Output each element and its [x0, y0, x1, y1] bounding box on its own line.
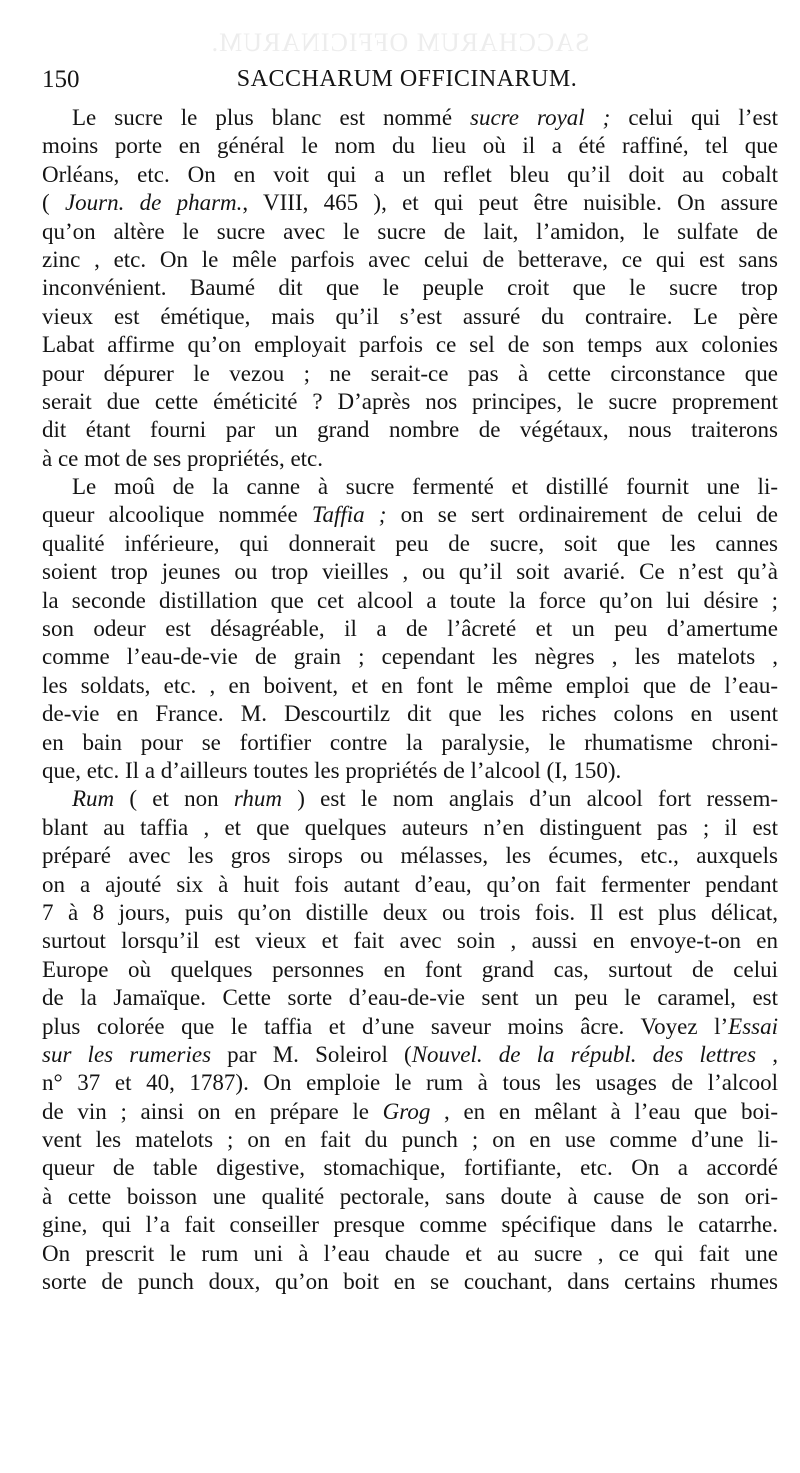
- text-run: ) est le nom anglais d’un alcool fort ressem-: [282, 786, 778, 812]
- text-line: [42, 303, 778, 331]
- text-line: [42, 445, 778, 473]
- text-run: , en en mêlant à l’eau que boi-: [430, 1098, 778, 1124]
- italic-text: Journ. de pharm.: [64, 190, 243, 216]
- text-run: serait due cette éméticité ? D’après nos principes, le sucre proprement: [42, 388, 778, 414]
- text-run: Europe où quelques personnes en font grand cas, surtout de celui: [42, 956, 778, 982]
- text-run: préparé avec les gros sirops ou mélasses, les écumes, etc., auxquels: [42, 843, 778, 869]
- text-line: [42, 672, 778, 700]
- italic-text: Rum: [72, 786, 115, 812]
- text-run: celui qui l’est: [610, 105, 778, 130]
- text-run: qu’on altère le sucre avec le sucre de lait, l’amidon, le sulfate de: [42, 218, 778, 244]
- text-run: blant au taffia , et que quelques auteurs n’en distinguent pas ; il est: [42, 814, 778, 840]
- text-run: comme l’eau-de-vie de grain ; cependant les nègres , les matelots ,: [42, 644, 778, 670]
- text-line: [42, 899, 778, 927]
- text-line: [42, 1154, 778, 1182]
- text-run: dit étant fourni par un grand nombre de végétaux, nous traiterons: [42, 417, 778, 443]
- text-line: [42, 814, 778, 842]
- text-line: [42, 388, 778, 416]
- text-run: gine, qui l’a fait conseiller presque comme spécifique dans le catarrhe.: [42, 1212, 778, 1238]
- text-run: à cette boisson une qualité pectorale, sans doute à cause de son ori-: [42, 1183, 778, 1209]
- text-line: [42, 1211, 778, 1239]
- text-line: [42, 189, 778, 217]
- text-run: vent les matelots ; on en fait du punch ; on en use comme d’une li-: [42, 1127, 778, 1153]
- text-run: queur de table digestive, stomachique, fortifiante, etc. On a accordé: [42, 1155, 778, 1181]
- text-run: son odeur est désagréable, il a de l’âcreté et un peu d’amertume: [42, 616, 778, 642]
- text-line: [42, 218, 778, 246]
- text-run: 7 à 8 jours, puis qu’on distille deux ou trois fois. Il est plus délicat,: [42, 899, 778, 925]
- text-run: vieux est émétique, mais qu’il s’est assuré du contraire. Le père: [42, 303, 778, 329]
- text-run: On prescrit le rum uni à l’eau chaude et au sucre , ce qui fait une: [42, 1240, 778, 1266]
- text-line: [42, 984, 778, 1012]
- text-run: , VIII, 465 ), et qui peut être nuisible. On assure: [242, 190, 778, 216]
- italic-text: Essai: [728, 1013, 778, 1039]
- text-line: [42, 558, 778, 586]
- text-run: de la Jamaïque. Cette sorte d’eau-de-vie sent un peu le caramel, est: [42, 985, 778, 1011]
- text-line: [42, 274, 778, 302]
- italic-text: sucre royal ;: [470, 105, 611, 130]
- italic-text: Grog: [382, 1098, 431, 1124]
- text-run: surtout lorsqu’il est vieux et fait avec soin , aussi en envoye-t-on en: [42, 928, 778, 954]
- text-run: inconvénient. Baumé dit que le peuple croit que le sucre trop: [42, 275, 778, 301]
- text-line: [42, 161, 778, 189]
- text-run: zinc , etc. On le mêle parfois avec celui de betterave, ce qui est sans: [42, 246, 778, 272]
- text-run: la seconde distillation que cet alcool a toute la force qu’on lui désire ;: [42, 587, 778, 613]
- text-line: [42, 246, 778, 274]
- text-line: [42, 331, 778, 359]
- text-line: [42, 1098, 778, 1126]
- text-run: pour dépurer le vezou ; ne serait-ce pas à cette circonstance que: [42, 360, 778, 386]
- body-text: [42, 104, 778, 1296]
- text-run: Orléans, etc. On en voit qui a un reflet bleu qu’il doit au cobalt: [42, 161, 778, 187]
- text-run: de vin ; ainsi on en prépare le: [42, 1098, 383, 1124]
- page-number: 150: [42, 66, 80, 93]
- text-run: ( et non: [114, 786, 234, 812]
- text-run: de-vie en France. M. Descourtilz dit que les riches colons en usent: [42, 701, 778, 727]
- text-line: [42, 1041, 778, 1069]
- text-line: [42, 757, 778, 785]
- text-line: [42, 927, 778, 955]
- text-line: [42, 785, 778, 813]
- text-run: n° 37 et 40, 1787). On emploie le rum à tous les usages de l’alcool: [42, 1070, 778, 1096]
- text-line: [42, 615, 778, 643]
- text-run: queur alcoolique nommée: [42, 502, 312, 528]
- italic-text: Nouvel. de la républ. des lettres ,: [411, 1041, 778, 1067]
- text-line: [42, 416, 778, 444]
- text-run: que, etc. Il a d’ailleurs toutes les propriétés de l’alcool (I, 150).: [42, 757, 622, 783]
- text-run: on a ajouté six à huit fois autant d’eau, qu’on fait fermenter pendant: [42, 871, 778, 897]
- text-run: Le sucre le plus blanc est nommé: [72, 105, 471, 130]
- text-line: [42, 956, 778, 984]
- text-line: [42, 700, 778, 728]
- text-run: en bain pour se fortifier contre la paralysie, le rhumatisme chroni-: [42, 729, 778, 755]
- text-run: Labat affirme qu’on employait parfois ce sel de son temps aux colonies: [42, 332, 778, 358]
- page-header: [42, 66, 772, 100]
- text-run: par M. Soleirol (: [211, 1041, 412, 1067]
- text-line: [42, 1183, 778, 1211]
- text-line: [42, 842, 778, 870]
- italic-text: Taffia ;: [311, 502, 387, 528]
- text-line: [42, 1126, 778, 1154]
- text-line: [42, 473, 778, 501]
- text-line: [42, 871, 778, 899]
- text-run: moins porte en général le nom du lieu où il a été raffiné, tel que: [42, 133, 778, 159]
- text-line: [42, 132, 778, 160]
- italic-text: sur les rumeries: [42, 1041, 212, 1067]
- text-line: [42, 1069, 778, 1097]
- running-title: SACCHARUM OFFICINARUM.: [236, 66, 578, 92]
- text-run: qualité inférieure, qui donnerait peu de sucre, soit que les cannes: [42, 530, 778, 556]
- italic-text: rhum: [233, 786, 282, 812]
- text-run: Le moû de la canne à sucre fermenté et distillé fournit une li-: [72, 474, 778, 500]
- text-line: [42, 104, 778, 132]
- text-run: sorte de punch doux, qu’on boit en se couchant, dans certains rhumes: [42, 1269, 778, 1295]
- text-line: [42, 1013, 778, 1041]
- text-line: [42, 501, 778, 529]
- text-line: [42, 729, 778, 757]
- text-run: à ce mot de ses propriétés, etc.: [42, 445, 323, 471]
- text-run: (: [42, 190, 65, 216]
- text-line: [42, 643, 778, 671]
- text-run: on se sert ordinairement de celui de: [386, 502, 778, 528]
- text-run: les soldats, etc. , en boivent, et en font le même emploi que de l’eau-: [42, 672, 778, 698]
- text-run: soient trop jeunes ou trop vieilles , ou qu’il soit avarié. Ce n’est qu’à: [42, 559, 778, 585]
- text-line: [42, 1240, 778, 1268]
- show-through-text: SACCHARUM OFFICINARUM.: [210, 28, 590, 57]
- text-run: plus colorée que le taffia et d’une saveur moins âcre. Voyez l’: [42, 1013, 729, 1039]
- text-line: [42, 360, 778, 388]
- text-line: [42, 587, 778, 615]
- text-line: [42, 1268, 778, 1296]
- text-line: [42, 530, 778, 558]
